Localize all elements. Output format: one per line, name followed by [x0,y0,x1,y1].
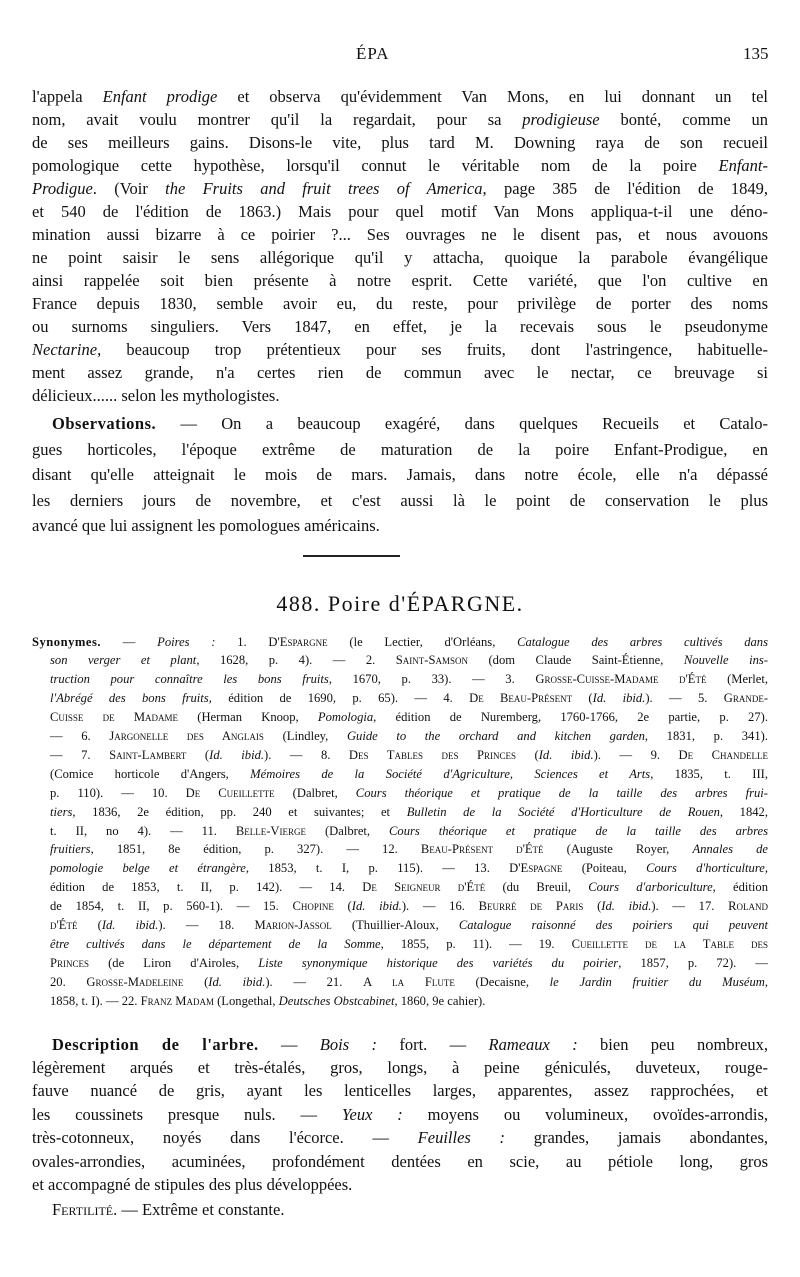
text-line [32,916,768,935]
text-segment: Id. ibid. [592,691,646,706]
text-segment: Cuisse de Madame [50,710,179,725]
text-line [32,765,768,784]
text-segment: Mémoires de la Société d'Agriculture, Sciences et Arts [250,766,651,781]
text-line [32,859,768,878]
text-segment: , 1670, p. 33). — 3. [328,672,536,687]
text-segment: ). — 18. [158,918,255,933]
text-segment: Saint-Samson [395,653,468,668]
text-segment: bonté, comme un [599,110,768,129]
text-segment: . — Extrême et constante. [113,1200,285,1220]
text-line [32,1033,768,1056]
text-segment: — 6. [50,729,110,744]
text-segment: Nectarine [32,340,98,359]
text-line [32,513,768,539]
text-segment: Id. ibid. [351,899,402,914]
text-segment: Id. ibid. [208,974,266,989]
text-segment: son verger et plant [50,653,197,668]
text-line [32,200,768,223]
text-segment: , 1842, [719,804,768,819]
text-line [32,651,768,670]
text-line [32,689,768,708]
text-segment: Prodigue [32,179,93,198]
text-segment: ( [77,918,102,933]
text-segment: bien peu nombreux, [577,1034,768,1054]
text-segment: Cueillette de la Table des [571,937,769,951]
text-line [32,746,768,765]
text-segment: Beau-Présent d'Été [420,842,544,857]
text-segment: fauve nuancé de gris, ayant les lenticelles larges, apparentes, assez rapprochées, et [32,1081,768,1101]
text-segment: ). — 5. [645,691,724,706]
text-line [32,246,768,269]
text-segment: Id. ibid. [538,747,594,762]
text-segment: ne point saisir le sens allégorique qu'il y attacha, quoique la parabole évangélique [32,248,768,267]
text-segment: p. 110). — 10. [50,785,186,800]
text-line [32,131,768,154]
section-number: 488. [276,590,321,616]
text-line [32,897,768,916]
text-segment: grandes, jamais abondantes, [505,1128,769,1148]
text-segment: Description de l'arbre. [52,1034,259,1054]
text-segment: ). — 21. [265,974,364,989]
text-segment: ). — 9. [593,747,679,762]
text-line [32,488,768,514]
text-segment: les derniers jours de novembre, et c'est aussi là le point de conservation le plus [32,490,768,510]
text-segment: 1858, t. I). — 22. [50,993,141,1008]
text-segment: Observations. [52,414,157,433]
text-segment: , 1851, 8e édition, p. 327). — 12. [90,842,421,857]
text-segment: , 1836, 2e édition, pp. 240 et suivantes; et [72,804,407,819]
text-segment: et accompagné de stipules des plus développées. [32,1175,353,1195]
intro-paragraph [32,85,768,407]
text-segment: t. II, no 4). — 11. [50,823,236,838]
text-segment: (dom Claude Saint-Étienne, [468,653,684,668]
text-segment: De Seigneur d'Été [362,880,486,895]
text-segment: ( [333,899,352,914]
text-segment: Cours d'horticulture, [646,861,769,876]
text-segment: , édition de 1690, p. 65). — 4. [208,691,470,706]
text-segment: Catalogue raisonné des poiriers qui peuvent [458,918,769,933]
text-segment: ). — 16. [401,899,479,914]
text-segment: pomologie belge et étrangère [50,861,246,876]
text-segment: Cours d'arboriculture [588,880,713,895]
text-segment: Poires : [157,634,216,649]
text-segment: gues horticoles, l'époque extrême de maturation de la poire Enfant-Prodigue, en [32,439,768,459]
text-segment: moyens ou volumineux, ovoïdes-arrondis, [402,1104,769,1124]
text-segment: , beaucoup trop prétentieux pour ses fruits, dont l'astringence, habituelle- [97,340,768,359]
text-segment: (de Liron d'Airoles, [89,955,259,970]
description-paragraph [32,1033,768,1197]
text-segment: , 1853, t. I, p. 115). — 13. D' [245,861,521,876]
text-segment: Beurré de Paris [478,899,584,914]
text-segment: Grosse-Madeleine [86,974,184,989]
text-segment: truction pour connaître les bons fruits [50,672,329,687]
section-name: Poire d'ÉPARGNE. [327,590,524,616]
text-segment: ovales-arrondies, acuminées, profondément dentées en scie, au pétiole long, gros [32,1151,768,1171]
text-segment: de 1854, t. II, p. 560-1). — 15. [50,899,293,914]
text-line [32,177,768,200]
text-segment: ment assez grande, n'a certes rien de commun avec le nectar, ce breuvage si [32,363,768,382]
text-segment: mination aussi bizarre à ce poirier ?... Ses ouvrages ne le disent pas, et nous avouons [32,225,768,244]
text-segment: Cours théorique et pratique de la taille des arbres [389,823,768,838]
text-segment: , édition de Nuremberg, 1760-1766, 2e partie, p. 27). [373,710,768,725]
text-segment: ). — 17. [651,899,729,914]
fertility-paragraph [32,1198,768,1221]
text-segment: ( [186,747,210,762]
text-segment: (Dalbret, [306,823,389,838]
text-segment: Id. ibid. [601,899,652,914]
text-segment: Enfant- [718,156,768,175]
text-line [32,784,768,803]
text-segment: (Lindley, [263,729,347,744]
text-segment: Chopine [292,899,334,914]
text-line [32,935,768,954]
text-segment: Id. ibid. [209,747,265,762]
text-segment: prodigieuse [522,110,600,129]
text-segment: , 1857, p. 72). — [618,955,768,970]
text-line [32,973,768,992]
text-segment: (Poiteau, [562,861,647,876]
text-line [32,1126,768,1149]
text-segment: légèrement arqués et très-étalés, gros, longs, à peine géniculés, duveteux, rouge- [32,1058,768,1078]
text-segment: De Beau-Présent [469,691,573,706]
text-line [32,361,768,384]
text-segment: the Fruits and fruit trees of America [165,179,483,198]
text-segment: disant qu'elle atteignait le mois de mars. Jamais, dans notre école, elle n'a dépassé [32,465,768,484]
observations-paragraph [32,411,768,539]
text-line [32,437,768,463]
text-segment: pomologique cette hypothèse, lorsqu'il connut le véritable nom de la poire [32,156,719,175]
text-segment: (Thuillier-Aloux, [331,918,459,933]
text-segment: ( [183,974,209,989]
text-line [32,338,768,361]
text-segment: de ses meilleurs gains. Disons-le vite, plus tard M. Downing raya de son recueil [32,133,768,152]
text-segment: Roland [728,899,769,914]
text-line [32,154,768,177]
text-line [32,878,768,897]
text-segment: Synonymes. [32,634,102,649]
text-segment: ). — 8. [264,747,349,762]
text-segment: , page 385 de l'édition de 1849, [482,179,768,198]
text-segment: Yeux : [341,1104,403,1124]
section-divider [303,555,400,557]
running-title: ÉPA [356,44,390,63]
running-header [0,0,800,68]
text-segment: (Dalbret, [274,785,356,800]
text-segment: (Longethal, [213,993,279,1008]
text-segment: Princes [50,955,90,970]
text-segment: Deutsches Obstcabinet [278,993,395,1008]
text-line [32,708,768,727]
text-segment: fruitiers [50,842,91,857]
text-segment: 1. D' [215,634,280,649]
text-segment: France depuis 1830, semble avoir eu, du reste, pour privilège de porter des noms [32,294,768,313]
text-line [32,1150,768,1173]
text-line [32,840,768,859]
text-segment: l'appela [32,87,103,106]
text-segment: Des Tables des Princes [348,747,517,762]
section-title [0,589,800,619]
text-line [32,670,768,689]
text-line [32,462,768,488]
text-segment: (le Lectier, d'Orléans, [327,634,518,649]
text-line [32,85,768,108]
text-segment: Nouvelle ins- [683,653,769,668]
text-segment: ou surnoms singuliers. Vers 1847, en effet, je la recevais sous le pseudonyme [32,317,768,336]
text-segment: Belle-Vierge [235,823,307,838]
text-line [32,1173,768,1196]
page-number: 135 [743,44,769,63]
text-segment: et 540 de l'édition de 1863.) Mais pour quel motif Van Mons appliqua-t-il une déno- [32,202,768,221]
text-segment: le Jardin fruitier du Muséum, [549,974,768,989]
text-line [32,727,768,746]
text-segment: Grande- [723,691,769,706]
text-segment: — [101,634,158,649]
text-line [32,954,768,973]
synonyms-paragraph [32,633,768,1011]
text-segment: , édition [712,880,769,895]
text-segment: Enfant prodige [102,87,218,106]
text-segment: ( [583,899,602,914]
text-segment: . (Voir [92,179,166,198]
text-segment: Guide to the orchard and kitchen garden [346,729,645,744]
text-segment: A la Flute [363,974,455,989]
text-line [32,992,768,1011]
text-segment: — [258,1034,320,1054]
text-segment: Espargne [279,634,328,649]
text-segment: De Chandelle [678,747,769,762]
text-line [32,1103,768,1126]
text-segment: ( [516,747,539,762]
text-line [32,633,768,652]
text-segment: Feuilles : [417,1128,506,1148]
text-segment: Franz Madam [140,993,214,1008]
text-segment: , 1831, p. 341). [644,729,768,744]
text-segment: Saint-Lambert [109,747,187,762]
text-segment: Catalogue des arbres cultivés dans [517,634,769,649]
text-segment: avancé que lui assignent les pomologues américains. [32,516,380,535]
text-segment: , 1855, p. 11). — 19. [380,937,572,951]
text-line [32,108,768,131]
text-line [32,1056,768,1079]
text-line [32,269,768,292]
text-segment: tiers [50,804,73,819]
text-segment: édition de 1853, t. II, p. 142). — 14. [50,880,363,895]
text-segment: Rameaux : [488,1034,578,1054]
text-segment: les coussinets presque nuls. — [32,1104,342,1124]
text-line [32,384,768,407]
text-segment: , 1628, p. 4). — 2. [196,653,396,668]
text-line [32,822,768,841]
text-segment: Bulletin de la Société d'Horticulture de Rouen [406,804,720,819]
text-segment: (Decaisne, [454,974,550,989]
text-segment: d'Été [50,918,78,933]
text-segment: Annales de [692,842,768,857]
text-segment: — 7. [50,747,110,762]
text-segment: nom, avait voulu montrer qu'il la regardait, pour sa [32,110,523,129]
text-segment: fort. — [377,1034,489,1054]
text-line [32,803,768,822]
text-line [32,411,768,437]
text-line [32,292,768,315]
text-segment: Id. ibid. [101,918,159,933]
text-segment: Jargonelle des Anglais [109,729,264,744]
text-line [32,223,768,246]
text-segment: très-cotonneux, noyés dans l'écorce. — [32,1128,418,1148]
text-segment: , 1860, 9e cahier). [394,993,486,1008]
text-segment: 20. [50,974,87,989]
text-segment: , 1835, t. III, [650,766,768,781]
text-segment: (Herman Knoop, [178,710,318,725]
text-segment: — On a beaucoup exagéré, dans quelques Recueils et Catalo- [156,414,768,433]
text-segment: (Merlet, [706,672,769,687]
text-segment: délicieux...... selon les mythologistes. [32,386,280,405]
text-segment: Pomologia [317,710,374,725]
text-segment: Cours théorique et pratique de la taille des arbres frui- [355,785,768,800]
text-segment: être cultivés dans le département de la Somme [50,937,381,951]
text-segment: (du Breuil, [485,880,589,895]
text-segment: ainsi rappelée soit bien présente à notre esprit. Cette variété, que l'on cultive en [32,271,768,290]
text-segment: Fertilité [52,1200,114,1220]
text-line [32,315,768,338]
text-segment: De Cueillette [185,785,275,800]
text-segment: Bois : [319,1034,378,1054]
text-line [32,1079,768,1102]
text-segment: Liste synonymique historique des variétés du poirier [258,955,619,970]
text-segment: Grosse-Cuisse-Madame d'Été [535,672,707,687]
text-segment: (Auguste Royer, [543,842,693,857]
text-line [32,1198,768,1221]
page-body [32,68,768,1222]
text-segment: Espagne [520,861,563,876]
text-segment: ( [572,691,593,706]
text-segment: et observa qu'évidemment Van Mons, en lui donnant un tel [217,87,768,106]
text-segment: Marion-Jassol [254,918,332,933]
text-segment: l'Abrégé des bons fruits [50,691,209,706]
text-segment: (Comice horticole d'Angers, [50,766,251,781]
